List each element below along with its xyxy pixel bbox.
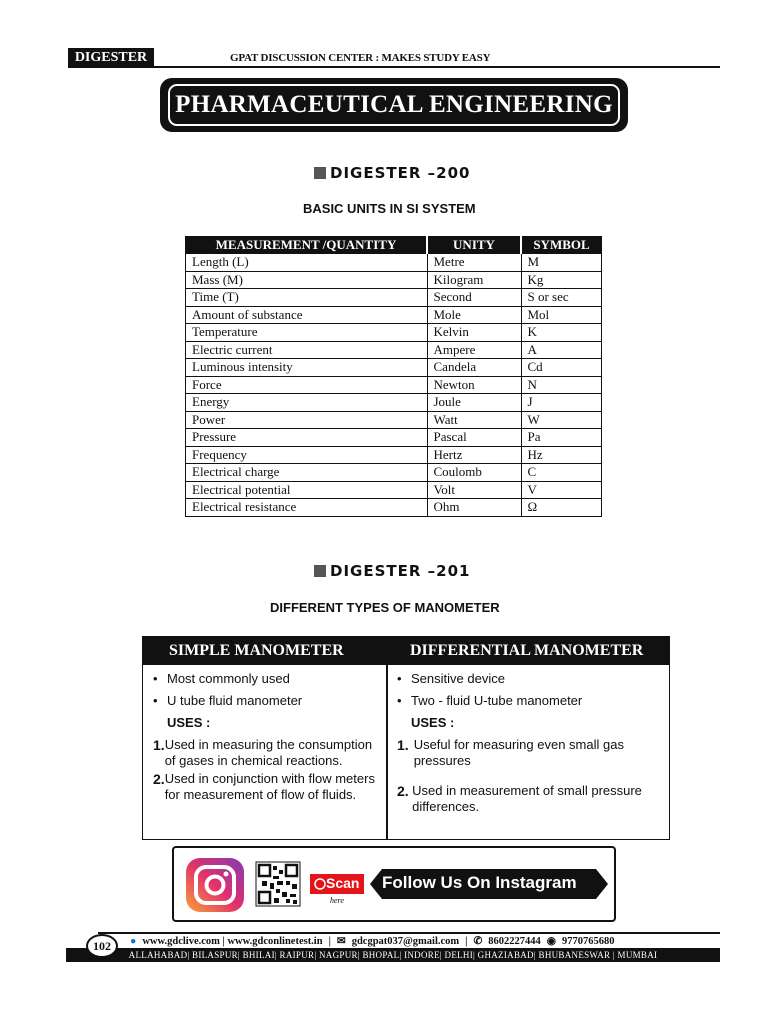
section-200-label: DIGESTER –200 — [330, 164, 471, 182]
phone-icon: ✆ — [473, 936, 483, 947]
list-item: • Two - fluid U-tube manometer — [397, 693, 583, 708]
table-row — [186, 271, 602, 289]
cell-unit: Mole — [427, 306, 521, 324]
cell-unit: Kelvin — [427, 324, 521, 342]
differential-manometer-title: DIFFERENTIAL MANOMETER — [388, 637, 670, 665]
cell-quantity: Temperature — [186, 324, 428, 342]
footer-separator: | — [328, 935, 331, 947]
cell-symbol: S or sec — [521, 289, 602, 307]
cell-unit: Metre — [427, 254, 521, 272]
table-row — [186, 254, 602, 272]
uses-label: USES : — [411, 715, 455, 730]
footer-phone-2: 9770765680 — [561, 935, 615, 947]
cell-unit: Ampere — [427, 341, 521, 359]
cell-unit: Coulomb — [427, 464, 521, 482]
cell-symbol: W — [521, 411, 602, 429]
cell-unit: Hertz — [427, 446, 521, 464]
cell-symbol: A — [521, 341, 602, 359]
cell-symbol: C — [521, 464, 602, 482]
cell-unit: Ohm — [427, 499, 521, 517]
cell-symbol: Kg — [521, 271, 602, 289]
cell-unit: Volt — [427, 481, 521, 499]
list-item: 2. Used in measurement of small pressure differences. — [397, 783, 642, 814]
section-201-heading — [314, 562, 470, 580]
cell-symbol: V — [521, 481, 602, 499]
manometer-comparison-box — [142, 636, 670, 840]
cell-symbol: N — [521, 376, 602, 394]
table-row — [186, 411, 602, 429]
list-item: 1. Useful for measuring even small gas pressures — [397, 737, 624, 768]
table-row — [186, 306, 602, 324]
table-row — [186, 376, 602, 394]
table-row — [186, 359, 602, 377]
cell-quantity: Time (T) — [186, 289, 428, 307]
footer-contact — [130, 935, 614, 947]
cell-quantity: Electrical resistance — [186, 499, 428, 517]
list-item: • Sensitive device — [397, 671, 505, 686]
cell-quantity: Length (L) — [186, 254, 428, 272]
manometer-subheading: DIFFERENT TYPES OF MANOMETER — [270, 600, 500, 615]
cell-quantity: Amount of substance — [186, 306, 428, 324]
cell-quantity: Mass (M) — [186, 271, 428, 289]
table-row — [186, 324, 602, 342]
list-item: 1. Used in measuring the consumption of gases in chemical reactions. — [153, 737, 373, 768]
cell-quantity: Luminous intensity — [186, 359, 428, 377]
cell-quantity: Force — [186, 376, 428, 394]
footer-rule — [98, 932, 720, 934]
cell-quantity: Electrical charge — [186, 464, 428, 482]
section-201-label: DIGESTER –201 — [330, 562, 471, 580]
whatsapp-icon: ◉ — [546, 936, 556, 947]
cell-quantity: Energy — [186, 394, 428, 412]
footer-websites[interactable]: www.gdclive.com | www.gdconlinetest.in — [142, 935, 323, 947]
cell-unit: Second — [427, 289, 521, 307]
table-header-unit: UNITY — [427, 237, 521, 254]
cell-quantity: Pressure — [186, 429, 428, 447]
list-item: • Most commonly used — [153, 671, 290, 686]
table-row — [186, 341, 602, 359]
section-200-heading — [314, 164, 470, 182]
simple-manometer-column — [153, 671, 381, 805]
cell-symbol: Hz — [521, 446, 602, 464]
cell-unit: Candela — [427, 359, 521, 377]
list-item: 2. Used in conjunction with flow meters for measurement of flow of fluids. — [153, 771, 375, 802]
footer-phone-1: 8602227444 — [488, 935, 541, 947]
square-bullet-icon — [314, 565, 326, 577]
column-divider — [386, 637, 388, 839]
header-tagline: GPAT DISCUSSION CENTER : MAKES STUDY EASY — [230, 52, 491, 64]
cell-unit: Newton — [427, 376, 521, 394]
cell-symbol: Pa — [521, 429, 602, 447]
footer-separator: | — [465, 935, 468, 947]
footer-email[interactable]: gdcgpat037@gmail.com — [351, 935, 460, 947]
table-header-quantity: MEASUREMENT /QUANTITY — [186, 237, 428, 254]
globe-icon: ● — [130, 935, 137, 947]
table-row — [186, 429, 602, 447]
instagram-icon — [186, 858, 244, 912]
digester-tag: DIGESTER — [68, 48, 154, 68]
cell-quantity: Power — [186, 411, 428, 429]
cell-quantity: Electric current — [186, 341, 428, 359]
cell-symbol: Mol — [521, 306, 602, 324]
follow-instagram-label[interactable]: Follow Us On Instagram — [382, 873, 577, 892]
cell-symbol: J — [521, 394, 602, 412]
table-row — [186, 446, 602, 464]
scan-sub-label: here — [330, 896, 344, 905]
cell-quantity: Frequency — [186, 446, 428, 464]
cell-symbol: K — [521, 324, 602, 342]
instagram-promo-banner[interactable] — [172, 846, 616, 922]
header-rule — [150, 66, 720, 68]
table-row — [186, 481, 602, 499]
scan-label: Scan — [326, 875, 360, 891]
differential-manometer-column — [397, 671, 665, 817]
table-row — [186, 394, 602, 412]
page-number: 102 — [86, 934, 118, 958]
cell-symbol: M — [521, 254, 602, 272]
cell-quantity: Electrical potential — [186, 481, 428, 499]
cell-unit: Watt — [427, 411, 521, 429]
table-row — [186, 464, 602, 482]
cell-unit: Kilogram — [427, 271, 521, 289]
si-units-table — [185, 236, 602, 517]
table-row — [186, 499, 602, 517]
cell-symbol: Cd — [521, 359, 602, 377]
uses-label: USES : — [167, 715, 211, 730]
cell-unit: Pascal — [427, 429, 521, 447]
cell-symbol: Ω — [521, 499, 602, 517]
qr-code-icon — [256, 862, 300, 906]
page-title: PHARMACEUTICAL ENGINEERING — [168, 84, 620, 126]
si-units-subheading: BASIC UNITS IN SI SYSTEM — [303, 201, 476, 216]
table-row — [186, 289, 602, 307]
footer-cities-bar: ALLAHABAD| BILASPUR| BHILAI| RAIPUR| NAGPUR| BHOPAL| INDORE| DELHI| GHAZIABAD| BHUBANESWAR | MUMBAI — [66, 948, 720, 962]
square-bullet-icon — [314, 167, 326, 179]
list-item: • U tube fluid manometer — [153, 693, 303, 708]
cell-unit: Joule — [427, 394, 521, 412]
email-icon: ✉ — [336, 936, 346, 947]
table-header-symbol: SYMBOL — [521, 237, 602, 254]
simple-manometer-title: SIMPLE MANOMETER — [143, 637, 386, 665]
